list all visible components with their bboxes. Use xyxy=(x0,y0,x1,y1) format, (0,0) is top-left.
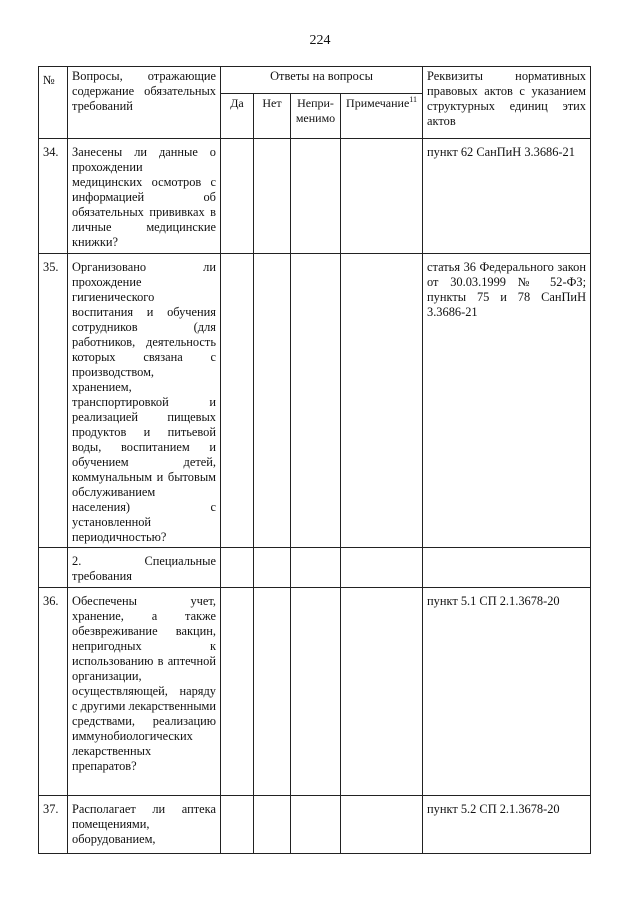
answer-na-cell xyxy=(291,548,341,588)
row-number: 34. xyxy=(39,139,68,254)
header-na: Непри-менимо xyxy=(291,94,341,139)
answer-note-cell[interactable] xyxy=(341,796,423,854)
answer-no-cell[interactable] xyxy=(254,588,291,796)
answer-yes-cell[interactable] xyxy=(221,139,254,254)
header-question: Вопросы, отражающие содержание обязательных требований xyxy=(68,67,221,139)
answer-yes-cell xyxy=(221,548,254,588)
row-number xyxy=(39,548,68,588)
table-row xyxy=(39,254,591,548)
answer-no-cell[interactable] xyxy=(254,139,291,254)
row-reference xyxy=(423,548,591,588)
answer-na-cell[interactable] xyxy=(291,796,341,854)
header-note-label: Примечание xyxy=(346,96,410,110)
answer-no-cell xyxy=(254,548,291,588)
header-yes: Да xyxy=(221,94,254,139)
answer-no-cell[interactable] xyxy=(254,796,291,854)
answer-na-cell[interactable] xyxy=(291,254,341,548)
answer-na-cell[interactable] xyxy=(291,588,341,796)
row-number: 36. xyxy=(39,588,68,796)
row-reference: пункт 5.2 СП 2.1.3678-20 xyxy=(423,796,591,854)
header-no: Нет xyxy=(254,94,291,139)
answer-yes-cell[interactable] xyxy=(221,796,254,854)
table-row xyxy=(39,139,591,254)
row-number: 37. xyxy=(39,796,68,854)
row-number: 35. xyxy=(39,254,68,548)
row-question: Занесены ли данные о прохождении медицинских осмотров с информацией об обязательных прививках в личные медицинские книжки? xyxy=(68,139,221,254)
answer-yes-cell[interactable] xyxy=(221,588,254,796)
answer-no-cell[interactable] xyxy=(254,254,291,548)
answer-yes-cell[interactable] xyxy=(221,254,254,548)
row-reference: пункт 5.1 СП 2.1.3678-20 xyxy=(423,588,591,796)
row-question: Обеспечены учет, хранение, а также обезвреживание вакцин, непригодных к использованию в аптечной организации, осуществляющей, наряду с другими лекарственными средствами, реализацию иммунобиологических лекарственных препаратов? xyxy=(68,588,221,796)
answer-note-cell[interactable] xyxy=(341,588,423,796)
header-row xyxy=(39,67,591,94)
row-reference: пункт 62 СанПиН 3.3686-21 xyxy=(423,139,591,254)
page-number: 224 xyxy=(309,33,331,48)
header-refs: Реквизиты нормативных правовых актов с указанием структурных единиц этих актов xyxy=(423,67,591,139)
row-question: Организовано ли прохождение гигиенического воспитания и обучения сотрудников (для работников, деятельность которых связана с производством, хранением, транспортировкой и реализацией пищевых продуктов и питьевой воды, воспитанием и обучением детей, коммунальным и бытовым обслуживанием населения) с установленной периодичностью? xyxy=(68,254,221,548)
header-note-footnote: 11 xyxy=(409,95,417,104)
row-question: Располагает ли аптека помещениями, оборудованием, xyxy=(68,796,221,854)
answer-note-cell xyxy=(341,548,423,588)
section-row xyxy=(39,548,591,588)
header-answers: Ответы на вопросы xyxy=(221,67,423,94)
answer-na-cell[interactable] xyxy=(291,139,341,254)
table-row xyxy=(39,588,591,796)
answer-note-cell[interactable] xyxy=(341,254,423,548)
table-row xyxy=(39,796,591,854)
answer-note-cell[interactable] xyxy=(341,139,423,254)
requirements-table xyxy=(38,66,591,854)
header-num: № xyxy=(39,67,68,139)
section-title: 2. Специальные требования xyxy=(68,548,221,588)
row-reference: статья 36 Федерального закон от 30.03.1999 № 52-ФЗ; пункты 75 и 78 СанПиН 3.3686-21 xyxy=(423,254,591,548)
header-note xyxy=(341,94,423,139)
